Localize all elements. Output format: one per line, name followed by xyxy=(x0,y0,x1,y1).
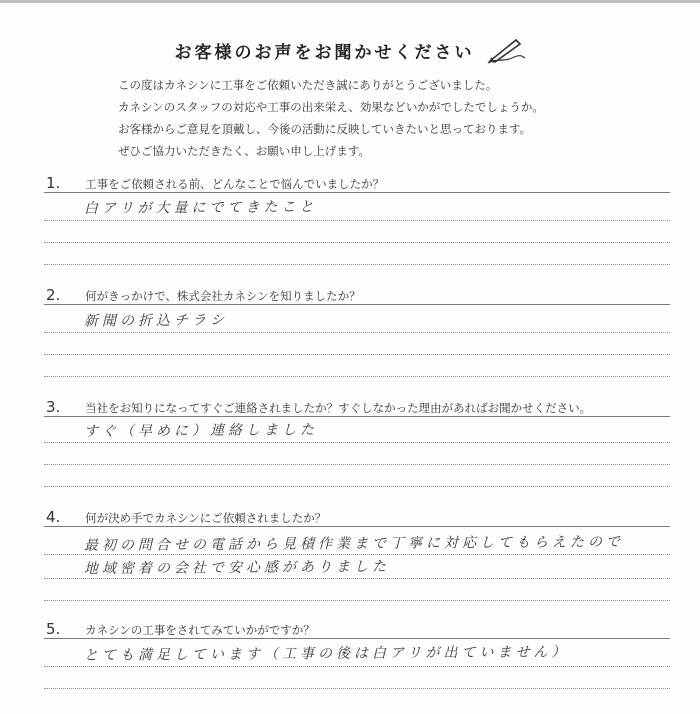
answer-rule xyxy=(44,220,670,221)
intro-line: カネシンのスタッフの対応や工事の出来栄え、効果などいかがでしたでしょうか。 xyxy=(118,100,544,114)
handwritten-answer: 白アリが大量にでてきたこと xyxy=(83,199,318,217)
question-text: 工事をご依頼される前、どんなことで悩んでいましたか？ xyxy=(85,177,385,191)
question-number: 1. xyxy=(46,174,61,192)
answer-rule xyxy=(44,332,670,333)
answer-rule xyxy=(44,554,670,555)
question-number: 5. xyxy=(46,620,61,638)
question-rule xyxy=(44,192,670,193)
page-title: お客様のお声をお聞かせください xyxy=(174,42,475,63)
answer-rule xyxy=(44,578,670,579)
question-text: 何がきっかけで、株式会社カネシンを知りましたか？ xyxy=(85,289,361,303)
intro-line: お客様からご意見を頂戴し、今後の活動に反映していきたいと思っております。 xyxy=(118,122,532,136)
answer-rule xyxy=(44,600,670,601)
question-rule xyxy=(44,416,670,417)
title-row xyxy=(0,36,700,66)
answer-rule xyxy=(44,354,670,355)
question-rule xyxy=(44,526,670,527)
intro-line: この度はカネシンに工事をご依頼いただき誠にありがとうございました。 xyxy=(118,78,498,92)
answer-rule xyxy=(44,666,670,667)
answer-rule xyxy=(44,242,670,243)
question-line xyxy=(46,285,361,304)
handwritten-answer: すぐ（早めに）連絡しました xyxy=(83,422,319,440)
scan-edge xyxy=(0,0,700,3)
question-line xyxy=(46,173,384,192)
intro-line: ぜひご協力いただきたく、お願い申し上げます。 xyxy=(118,144,370,158)
question-text: 当社をお知りになってすぐご連絡されましたか？すぐしなかった理由があればお聞かせください。 xyxy=(85,401,592,415)
handwritten-answer: 地域密着の会社で安心感がありました xyxy=(83,558,391,578)
answer-rule xyxy=(44,442,670,443)
pen-icon xyxy=(486,36,526,64)
question-line xyxy=(46,619,315,638)
handwritten-answer: とても満足しています（工事の後は白アリが出ていません） xyxy=(83,644,570,664)
intro-text xyxy=(118,74,678,162)
handwritten-answer: 新聞の折込チラシ xyxy=(83,312,229,330)
answer-rule xyxy=(44,264,670,265)
question-rule xyxy=(44,638,670,639)
question-text: 何が決め手でカネシンにご依頼されましたか？ xyxy=(85,511,327,525)
answer-rule xyxy=(44,486,670,487)
question-number: 3. xyxy=(46,398,61,416)
question-text: カネシンの工事をされてみていかがですか？ xyxy=(85,623,315,637)
answer-rule xyxy=(44,464,670,465)
handwritten-answer: 最初の問合せの電話から見積作業まで丁寧に対応してもらえたので xyxy=(83,534,625,554)
question-line xyxy=(46,397,591,416)
question-line xyxy=(46,507,326,526)
question-number: 4. xyxy=(46,508,61,526)
answer-rule xyxy=(44,688,670,689)
question-rule xyxy=(44,304,670,305)
answer-rule xyxy=(44,376,670,377)
question-number: 2. xyxy=(46,286,61,304)
